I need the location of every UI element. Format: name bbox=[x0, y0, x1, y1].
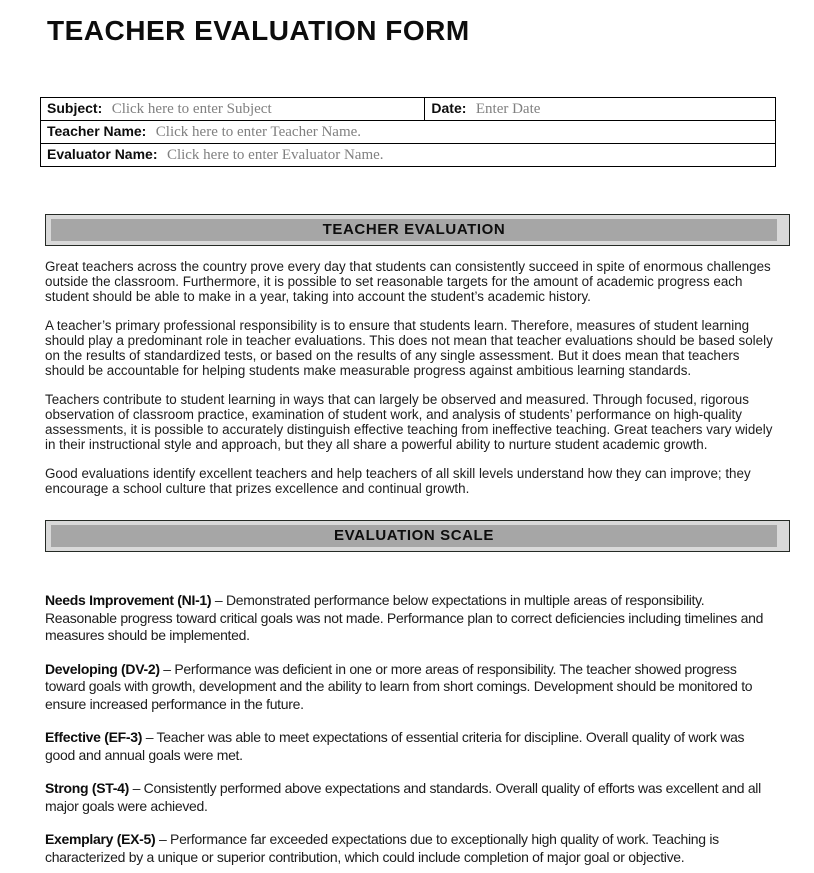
scale-description: – Teacher was able to meet expectations of essential criteria for discipline. Overall quality of work was good and annual goals were met. bbox=[45, 729, 745, 763]
scale-item-effective bbox=[45, 729, 777, 764]
scale-term: Effective (EF-3) bbox=[45, 729, 143, 745]
teacher-evaluation-paragraph-2: A teacher’s primary professional responsibility is to ensure that students learn. Therefore, measures of student learning should play a predominant role in teacher evaluations. This does not mean that teacher evaluations should be based solely on the results of standardized tests, or based on the results of any single assessment. But it does mean that teachers should be accountable for helping students make measurable progress against ambitious learning standards. bbox=[45, 318, 773, 378]
date-label: Date: bbox=[431, 100, 467, 116]
teacher-evaluation-paragraph-4: Good evaluations identify excellent teachers and help teachers of all skill levels understand how they can improve; they encourage a school culture that prizes excellence and continual growth. bbox=[45, 466, 751, 496]
table-row-subject-date bbox=[41, 98, 776, 121]
teacher-name-label: Teacher Name: bbox=[47, 123, 147, 139]
teacher-name-cell bbox=[41, 121, 776, 144]
table-row-teacher-name bbox=[41, 121, 776, 144]
scale-term: Strong (ST-4) bbox=[45, 780, 129, 796]
scale-item-strong bbox=[45, 780, 777, 815]
section-heading-text: TEACHER EVALUATION bbox=[51, 219, 777, 241]
scale-term: Exemplary (EX-5) bbox=[45, 831, 156, 847]
section-header-evaluation-scale bbox=[45, 520, 790, 552]
section-header-teacher-evaluation bbox=[45, 214, 790, 246]
scale-description: – Consistently performed above expectations and standards. Overall quality of efforts was excellent and all major goals were achieved. bbox=[45, 780, 761, 814]
scale-item-exemplary bbox=[45, 831, 777, 866]
scale-item-needs-improvement bbox=[45, 592, 777, 645]
subject-cell bbox=[41, 98, 425, 121]
date-cell bbox=[425, 98, 776, 121]
teacher-evaluation-paragraph-1: Great teachers across the country prove every day that students can consistently succeed in spite of enormous challenges outside the classroom. Furthermore, it is possible to set reasonable targets for the amount of academic progress each student should be able to make in a year, taking into account the student’s academic history. bbox=[45, 259, 771, 304]
scale-description: – Demonstrated performance below expectations in multiple areas of responsibility. Reasonable progress toward critical goals was not made. Performance plan to correct deficiencies including timelines and measures should be implemented. bbox=[45, 592, 764, 643]
evaluator-name-input[interactable]: Click here to enter Evaluator Name. bbox=[166, 147, 384, 163]
date-input[interactable]: Enter Date bbox=[475, 101, 541, 117]
table-row-evaluator-name bbox=[41, 144, 776, 167]
evaluator-name-label: Evaluator Name: bbox=[47, 146, 158, 162]
scale-term: Needs Improvement (NI-1) bbox=[45, 592, 212, 608]
scale-description: – Performance was deficient in one or more areas of responsibility. The teacher showed progress toward goals with growth, development and the ability to learn from short comings. Development should be monitored to ensure increased performance in the future. bbox=[45, 660, 753, 712]
scale-term: Developing (DV-2) bbox=[45, 660, 160, 677]
evaluator-name-cell bbox=[41, 144, 776, 167]
subject-label: Subject: bbox=[47, 100, 103, 116]
info-table bbox=[40, 97, 776, 167]
page-title: TEACHER EVALUATION FORM bbox=[47, 15, 470, 46]
scale-description: – Performance far exceeded expectations due to exceptionally high quality of work. Teaching is characterized by a unique or superior contribution, which could include completion of major goal or objective. bbox=[45, 831, 719, 865]
teacher-name-input[interactable]: Click here to enter Teacher Name. bbox=[155, 124, 362, 140]
section-heading-text: EVALUATION SCALE bbox=[51, 525, 777, 547]
teacher-evaluation-paragraph-3: Teachers contribute to student learning in ways that can largely be observed and measured. Through focused, rigorous observation of classroom practice, examination of student work, and analysis of students’ performance on high-quality assessments, it is possible to accurately distinguish effective teaching from ineffective teaching. Great teachers vary widely in their instructional style and approach, but they all share a powerful ability to nurture student academic growth. bbox=[45, 392, 773, 452]
scale-item-developing bbox=[45, 661, 777, 714]
subject-input[interactable]: Click here to enter Subject bbox=[111, 101, 272, 117]
